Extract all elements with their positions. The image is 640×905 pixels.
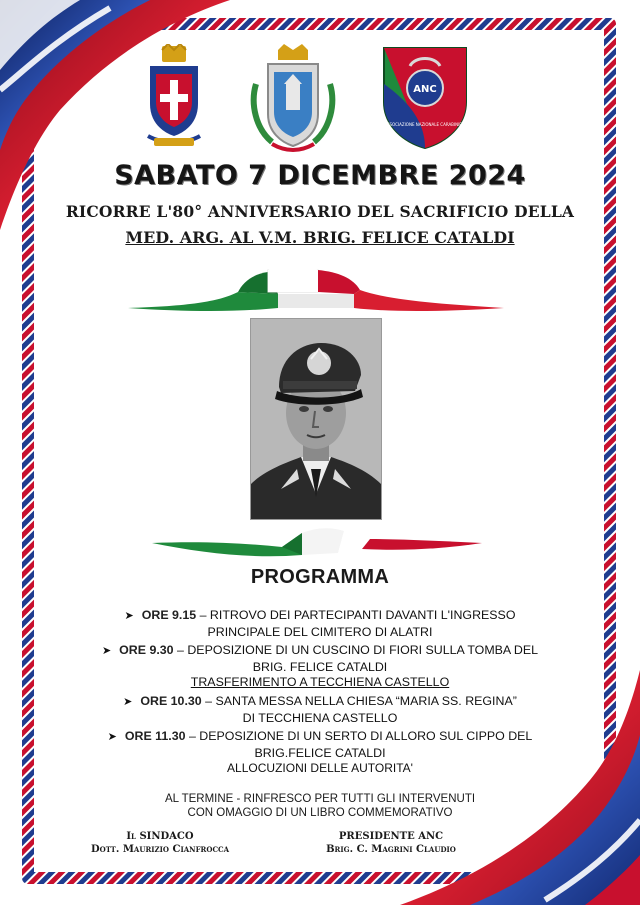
closing-note [0, 792, 640, 820]
carabinieri-crest-icon [144, 44, 204, 149]
anc-president-role: PRESIDENTE ANC [338, 831, 444, 842]
arrow-bullet-icon: ➤ [123, 695, 133, 708]
signature-anc-president [296, 830, 486, 856]
mayor-name: Dott. Maurizio Cianfrocca [90, 844, 230, 855]
schedule-text-line: PRINCIPALE DEL CIMITERO DI ALATRI [207, 624, 433, 639]
arrow-bullet-icon: ➤ [124, 610, 134, 622]
tricolor-ribbon-bottom [152, 523, 482, 561]
schedule-text-line: BRIG. FELICE CATALDI [252, 659, 388, 674]
arrow-bullet-icon: ➤ [101, 645, 112, 658]
anc-shield-text: ASSOCIAZIONE NAZIONALE CARABINIERI [384, 122, 466, 127]
honoree-name: MED. ARG. AL V.M. BRIG. FELICE CATALDI [125, 228, 515, 247]
schedule-time: ORE 10.30 [140, 693, 202, 708]
schedule-item-4 [0, 729, 640, 777]
program-schedule [0, 608, 640, 780]
anniversary-subtitle: RICORRE L'80° ANNIVERSARIO DEL SACRIFICIO DELLA [65, 202, 575, 221]
schedule-transfer-line: TRASFERIMENTO A TECCHIENA CASTELLO [190, 675, 450, 690]
schedule-time: ORE 11.30 [124, 729, 186, 744]
portrait-photo [250, 318, 382, 520]
schedule-text-line: – DEPOSIZIONE DI UN SERTO DI ALLORO SUL CIPPO DEL [185, 729, 533, 744]
anc-monogram: ANC [413, 84, 437, 95]
schedule-item-1 [0, 608, 640, 640]
arrow-bullet-icon: ➤ [107, 731, 117, 744]
anc-shield-icon [380, 44, 470, 150]
program-heading: PROGRAMMA [250, 566, 390, 588]
closing-line-1: AL TERMINE - RINFRESCO PER TUTTI GLI INTERVENUTI [164, 793, 476, 805]
anc-president-name: Brig. C. Magrini Claudio [326, 844, 456, 855]
schedule-text-line: – RITROVO DEI PARTECIPANTI DAVANTI L'INGRESSO [196, 608, 516, 622]
schedule-item-2 [0, 643, 640, 691]
municipal-crest-icon [250, 44, 336, 154]
schedule-text-line: – SANTA MESSA NELLA CHIESA “MARIA SS. REGINA” [201, 693, 517, 708]
date-title: SABATO 7 DICEMBRE 2024 [114, 160, 526, 191]
schedule-text-line: BRIG.FELICE CATALDI [254, 745, 386, 760]
mayor-role: Il SINDACO [126, 831, 194, 842]
closing-line-2: CON OMAGGIO DI UN LIBRO COMMEMORATIVO [187, 807, 453, 819]
schedule-time: ORE 9.15 [141, 608, 197, 622]
signature-mayor [70, 830, 250, 856]
tricolor-ribbon-top [128, 264, 504, 316]
schedule-text-line: – DEPOSIZIONE DI UN CUSCINO DI FIORI SULLA TOMBA DEL [173, 643, 539, 658]
schedule-item-3 [0, 694, 640, 726]
schedule-speeches-line: ALLOCUZIONI DELLE AUTORITA' [227, 761, 413, 776]
schedule-time: ORE 9.30 [119, 643, 174, 658]
schedule-text-line: DI TECCHIENA CASTELLO [242, 710, 398, 725]
crests-row [0, 44, 640, 156]
